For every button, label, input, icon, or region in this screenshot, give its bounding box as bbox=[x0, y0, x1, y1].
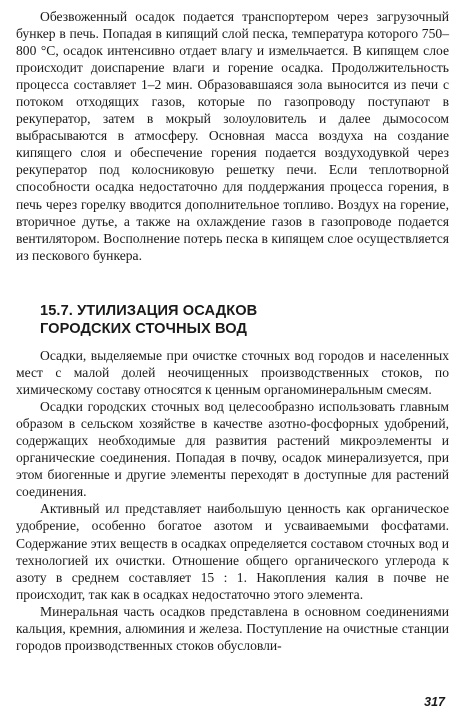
section-heading-line: 15.7. УТИЛИЗАЦИЯ ОСАДКОВ bbox=[40, 303, 258, 319]
page-number: 317 bbox=[424, 695, 445, 709]
paragraph: Осадки, выделяемые при очистке сточных вод городов и населенных мест с малой долей неочищенных производственных стоков, по химическому составу относятся к ценным органоминеральным смесям. bbox=[16, 348, 449, 398]
section-heading-line: ГОРОДСКИХ СТОЧНЫХ ВОД bbox=[40, 321, 248, 337]
section-heading bbox=[40, 302, 440, 338]
paragraph: Активный ил представляет наибольшую ценность как органическое удобрение, особенно богатое азотом и усваиваемыми фосфатами. Содержание этих веществ в осадках определяется составом сточных вод и технологией их очистки. Отношение общего органического углерода к азоту в среднем составляет 15 : 1. Накопления калия в почве не происходит, так как в осадках недостаточно этого элемента. bbox=[16, 501, 449, 602]
paragraph: Обезвоженный осадок подается транспортером через загрузочный бункер в печь. Попадая в кипящий слой песка, температура которого 750–800 °С, осадок интенсивно отдает влагу и измельчается. В кипящем слое происходит доиспарение влаги и горение осадка. Продолжительность процесса составляет 1–2 мин. Образовавшаяся зола выносится из печи с потоком отходящих газов, которые по газопроводу поступают в рекуператор, затем в мокрый золоуловитель и далее дымососом выбрасываются в атмосферу. Основная масса воздуха на создание кипящего слоя и обеспечение горения подается воздуходувкой через рекуператор под колосниковую решетку печи. Если теплотворной способности осадка недостаточно для поддержания процесса горения, в печь через горелку вводится дополнительное топливо. Воздух на горение, вторичное дутье, а также на охлаждение газов в газопроводе подается вентилятором. Восполнение потерь песка в кипящем слое осуществляется из пескового бункера. bbox=[16, 9, 449, 263]
paragraph: Осадки городских сточных вод целесообразно использовать главным образом в сельском хозяйстве в качестве азотно-фосфорных удобрений, содержащих необходимые для развития растений микроэлементы и органические соединения. Попадая в почву, осадок минерализуется, при этом биогенные и другие элементы переходят в доступные для растений соединения. bbox=[16, 399, 449, 500]
text-block-bottom bbox=[16, 347, 449, 654]
paragraph: Минеральная часть осадков представлена в основном соединениями кальция, кремния, алюминия и железа. Поступление на очистные станции городов производственных стоков обусловли- bbox=[16, 603, 449, 653]
text-block-top bbox=[16, 8, 449, 264]
